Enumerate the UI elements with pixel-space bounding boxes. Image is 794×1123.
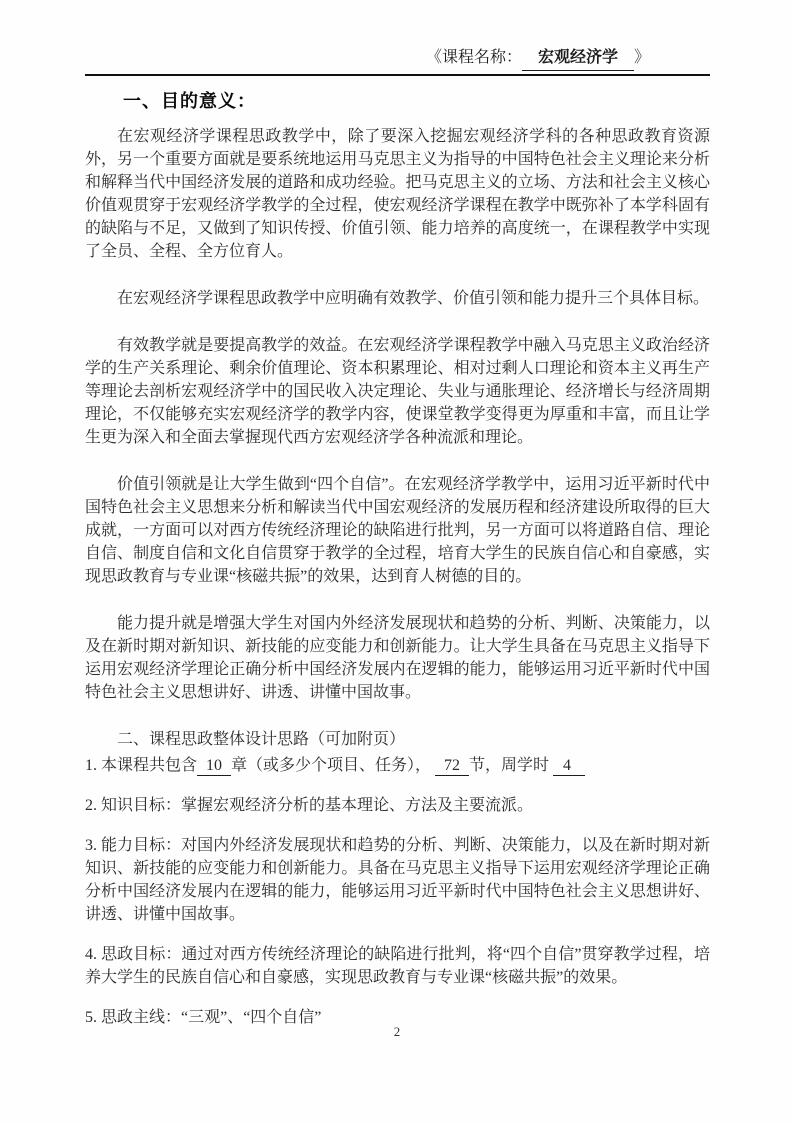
item1-text2: 章（或多少个项目、任务），: [231, 757, 432, 774]
paragraph-4: 价值引领就是让大学生做到“四个自信”。在宏观经济学教学中，运用习近平新时代中国特色社会主义思想来分析和解读当代中国宏观经济的发展历程和经济建设所取得的巨大成就，一方面可以对西方传统经济理论的缺陷进行批判，另一方面可以将道路自信、理论自信、制度自信和文化自信贯穿于教学的全过程，培育大学生的民族自信心和自豪感，实现思政教育与专业课“核磁共振”的效果，达到育人树德的目的。: [85, 476, 710, 585]
page-content: [85, 46, 710, 1046]
header-course-title: [85, 46, 710, 71]
paragraph-2: 在宏观经济学课程思政教学中应明确有效教学、价值引领和能力提升三个具体目标。: [117, 290, 710, 307]
weekly-hours-value: 4: [553, 756, 585, 776]
list-item-3: 3. 能力目标：对国内外经济发展现状和趋势的分析、判断、决策能力，以及在新时期对新知识、新技能的应变能力和创新能力。具备在马克思主义指导下运用宏观经济学理论正确分析中国经济发展内在逻辑的能力，能够运用习近平新时代中国特色社会主义思想讲好、讲透、讲懂中国故事。: [85, 837, 710, 923]
header-rule: [85, 74, 710, 76]
item1-text1: 1. 本课程共包含: [85, 757, 198, 774]
list-item-5: 5. 思政主线：“三观”、“四个自信”: [85, 1009, 322, 1026]
list-item-4: 4. 思政目标：通过对西方传统经济理论的缺陷进行批判，将“四个自信”贯穿教学过程，培养大学生的民族自信心和自豪感，实现思政教育与专业课“核磁共振”的效果。: [85, 946, 710, 986]
paragraph-5: 能力提升就是增强大学生对国内外经济发展现状和趋势的分析、判断、决策能力，以及在新时期对新知识、新技能的应变能力和创新能力。让大学生具备在马克思主义指导下运用宏观经济学理论正确分析中国经济发展内在逻辑的能力，能够运用习近平新时代中国特色社会主义思想讲好、讲透、讲懂中国故事。: [85, 615, 710, 701]
paragraph-3: 有效教学就是要提高教学的效益。在宏观经济学课程教学中融入马克思主义政治经济学的生产关系理论、剩余价值理论、资本积累理论、相对过剩人口理论和资本主义再生产等理论去剖析宏观经济学中的国民收入决定理论、失业与通胀理论、经济增长与经济周期理论，不仅能够充实宏观经济学的教学内容，使课堂教学变得更为厚重和丰富，而且让学生更为深入和全面去掌握现代西方宏观经济学各种流派和理论。: [85, 337, 710, 446]
header-prefix: 《课程名称：: [425, 49, 522, 66]
item1-text3: 节，周学时: [469, 757, 550, 774]
section2-heading: 二、课程思政整体设计思路（可加附页）: [117, 731, 406, 748]
chapter-count-value: 10: [197, 756, 231, 776]
header-suffix: 》: [633, 49, 650, 66]
paragraph-1: 在宏观经济学课程思政教学中，除了要深入挖掘宏观经济学科的各种思政教育资源外，另一个重要方面就是要系统地运用马克思主义为指导的中国特色社会主义理论来分析和解释当代中国经济发展的道路和成功经验。把马克思主义的立场、方法和社会主义核心价值观贯穿于宏观经济学教学的全过程，使宏观经济学课程在教学中既弥补了本学科固有的缺陷与不足，又做到了知识传授、价值引领、能力培养的高度统一，在课程教学中实现了全员、全程、全方位育人。: [85, 128, 710, 260]
section1-heading: 一、目的意义：: [123, 91, 256, 111]
header-course-name: 宏观经济学: [522, 46, 634, 71]
section-count-value: 72: [435, 756, 469, 776]
list-item-1: [85, 754, 710, 777]
page-number: 2: [393, 1024, 401, 1039]
list-item-2: 2. 知识目标：掌握宏观经济分析的基本理论、方法及主要流派。: [85, 797, 534, 814]
